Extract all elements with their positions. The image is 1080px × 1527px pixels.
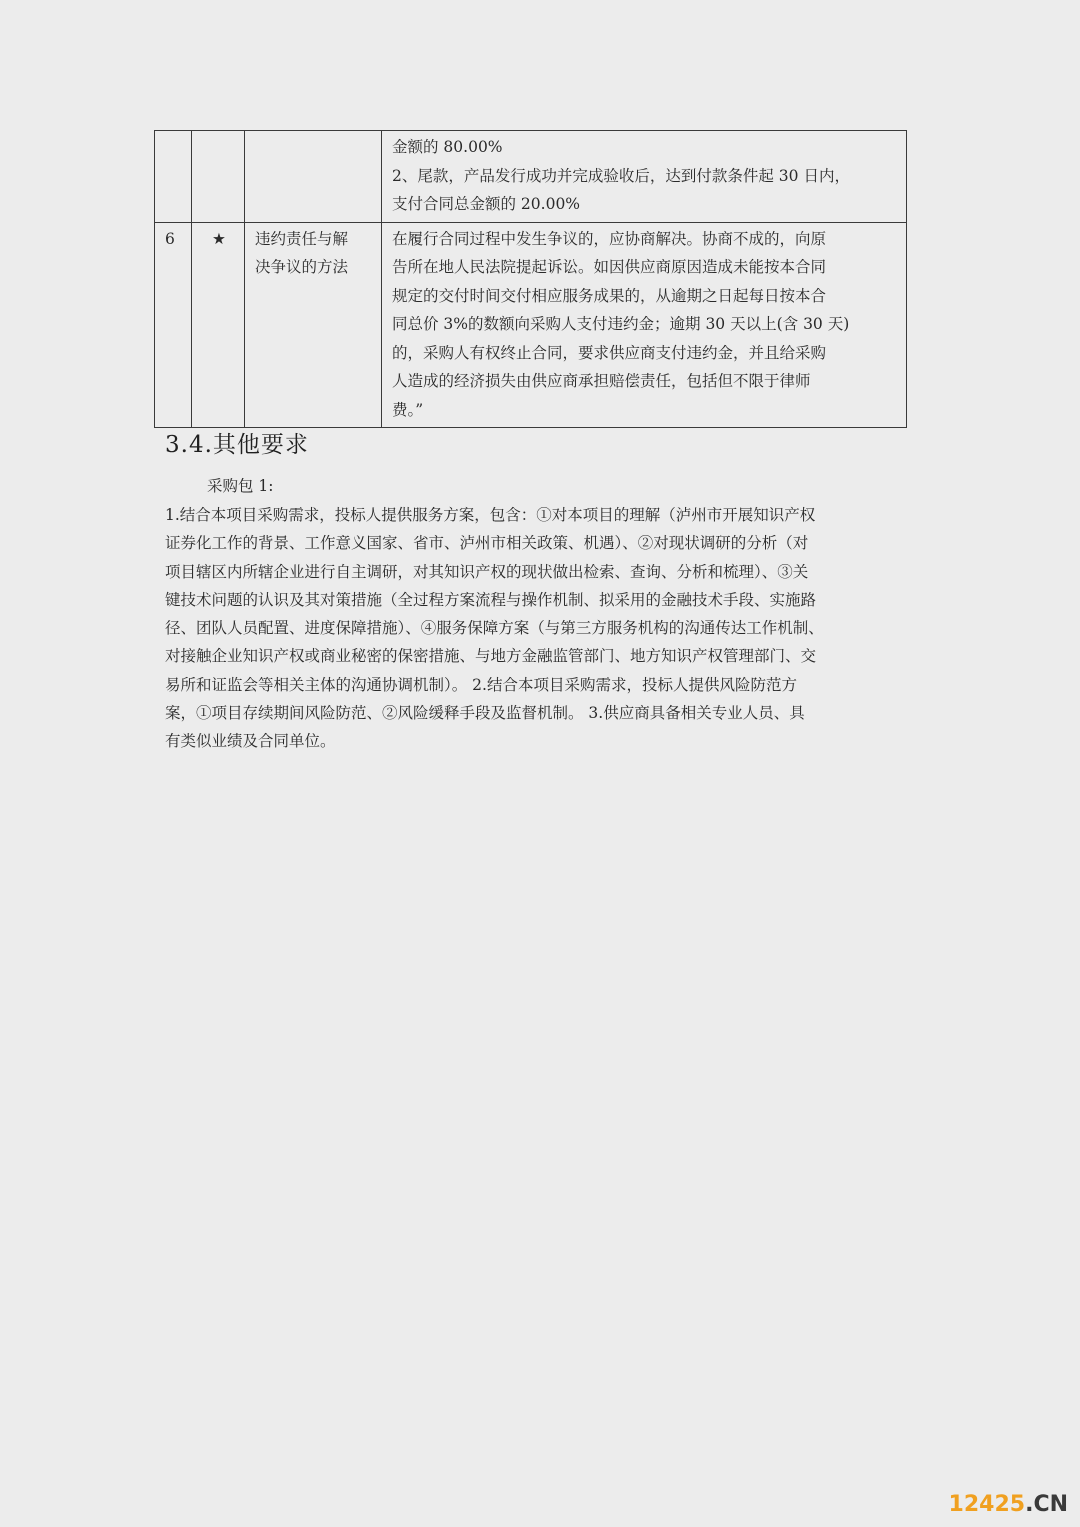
requirements-table <box>154 130 907 428</box>
paragraph-line: 径、团队人员配置、进度保障措施）、④服务保障方案（与第三方服务机构的沟通传达工作机制、 <box>165 619 824 638</box>
section-heading: 3.4.其他要求 <box>165 432 309 458</box>
row-number-cell: 6 <box>155 222 192 428</box>
content-cell <box>382 131 907 223</box>
row-number-cell <box>155 131 192 223</box>
watermark-suffix: CN <box>1033 1492 1068 1517</box>
watermark-dot: . <box>1025 1492 1034 1517</box>
watermark-number: 12425 <box>948 1492 1026 1517</box>
content-line: 同总价 3%的数额向采购人支付违约金；逾期 30 天以上(含 30 天) <box>392 315 850 333</box>
star-cell <box>192 131 245 223</box>
paragraph-line: 案，①项目存续期间风险防范、②风险缓释手段及监督机制。 3.供应商具备相关专业人员、具 <box>165 704 805 723</box>
table-row <box>155 131 907 223</box>
star-icon: ★ <box>192 222 245 428</box>
paragraph-line: 有类似业绩及合同单位。 <box>165 732 336 751</box>
site-watermark-logo <box>949 1492 1068 1517</box>
content-line: 金额的 80.00% <box>392 138 503 156</box>
paragraph-line: 证券化工作的背景、工作意义国家、省市、泸州市相关政策、机遇）、②对现状调研的分析（对 <box>165 534 809 553</box>
content-line: 规定的交付时间交付相应服务成果的，从逾期之日起每日按本合 <box>392 286 827 305</box>
item-line: 违约责任与解 <box>255 229 349 248</box>
content-line: 支付合同总金额的 20.00% <box>392 195 581 213</box>
item-cell <box>245 131 382 223</box>
table-row <box>155 222 907 428</box>
content-line: 费。” <box>392 400 424 419</box>
paragraph-line: 对接触企业知识产权或商业秘密的保密措施、与地方金融监管部门、地方知识产权管理部门、交 <box>165 647 817 666</box>
requirements-paragraph <box>165 501 920 756</box>
paragraph-line: 1.结合本项目采购需求，投标人提供服务方案，包含：①对本项目的理解（泸州市开展知识产权 <box>165 506 816 524</box>
item-line: 决争议的方法 <box>255 258 349 276</box>
content-cell <box>382 222 907 428</box>
paragraph-line: 易所和证监会等相关主体的沟通协调机制）。 2.结合本项目采购需求，投标人提供风险防范方 <box>165 675 797 694</box>
content-line: 人造成的经济损失由供应商承担赔偿责任，包括但不限于律师 <box>392 372 811 390</box>
paragraph-line: 项目辖区内所辖企业进行自主调研，对其知识产权的现状做出检索、查询、分析和梳理）、③关 <box>165 562 809 581</box>
content-line: 2、尾款，产品发行成功并完成验收后，达到付款条件起 30 日内， <box>392 166 850 185</box>
procurement-package-label: 采购包 1: <box>207 477 274 495</box>
paragraph-line: 键技术问题的认识及其对策措施（全过程方案流程与操作机制、拟采用的金融技术手段、实施路 <box>165 590 817 609</box>
content-line: 在履行合同过程中发生争议的，应协商解决。协商不成的，向原 <box>392 229 827 248</box>
content-line: 告所在地人民法院提起诉讼。如因供应商原因造成未能按本合同 <box>392 258 827 276</box>
content-line: 的，采购人有权终止合同，要求供应商支付违约金，并且给采购 <box>392 343 827 362</box>
item-cell <box>245 222 382 428</box>
